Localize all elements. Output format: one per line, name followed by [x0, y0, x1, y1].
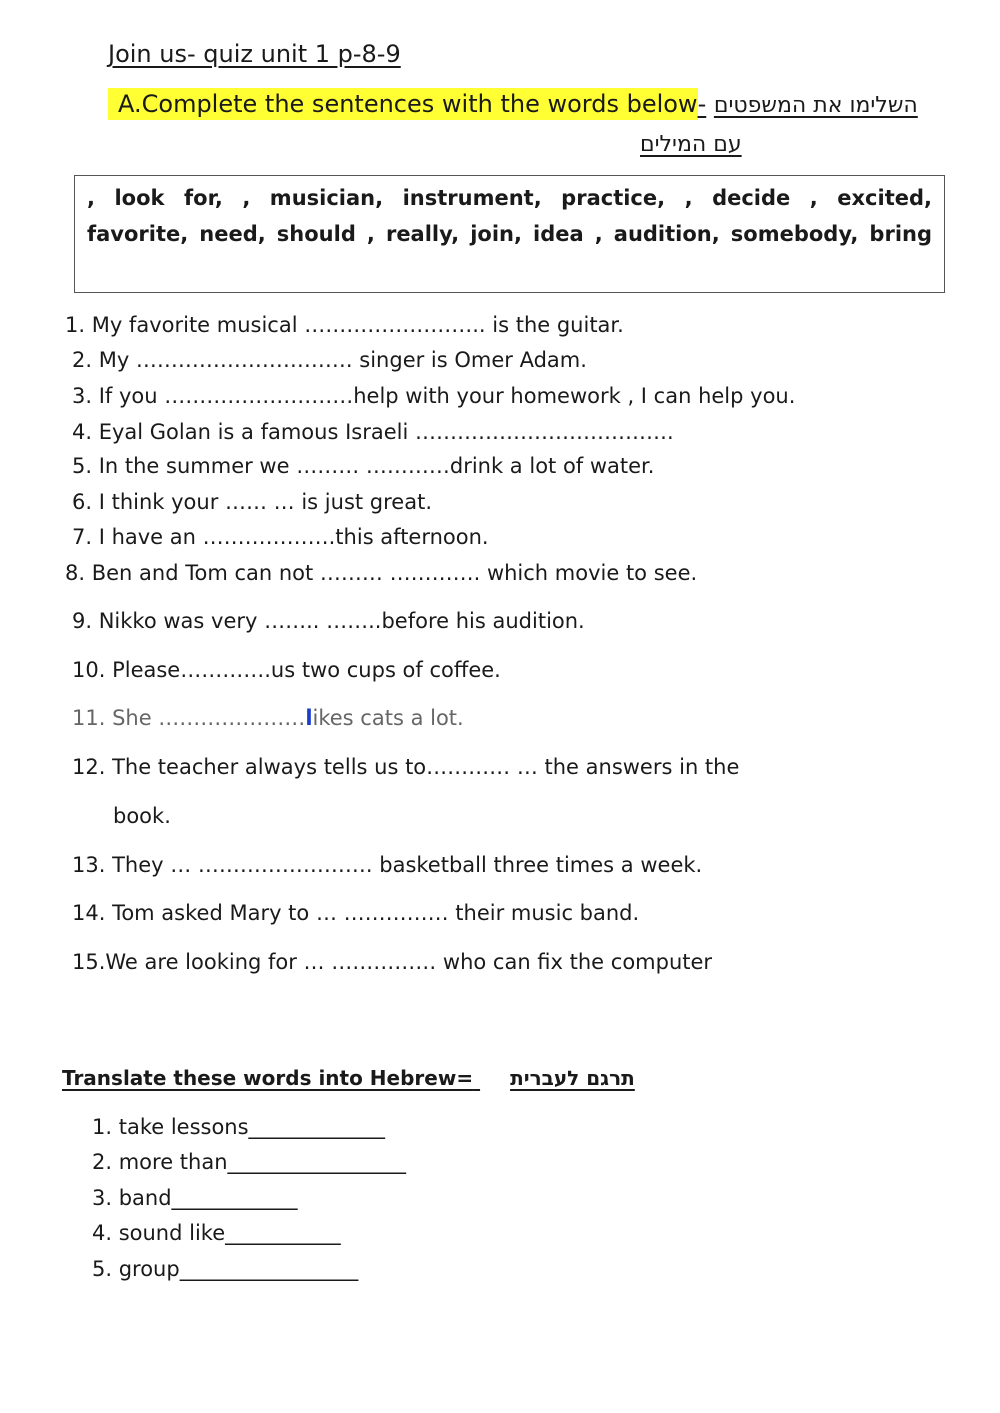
question-10: 10. Please………….us two cups of coffee. [72, 658, 501, 682]
translate-item-1: 1. take lessons_____________ [92, 1115, 386, 1139]
text-cursor: l [305, 706, 313, 730]
question-7: 7. I have an ……………….this afternoon. [72, 525, 489, 549]
translate-item-3: 3. band____________ [92, 1186, 298, 1210]
question-12: 12. The teacher always tells us to………… … the answers in the [72, 755, 740, 779]
question-15: 15.We are looking for … …………… who can fix the computer [72, 950, 713, 974]
translate-item-4: 4. sound like___________ [92, 1221, 341, 1245]
question-3: 3. If you ………………………help with your homework , I can help you. [72, 384, 796, 408]
section-a-heading [108, 90, 918, 118]
translate-item-5: 5. group_________________ [92, 1257, 359, 1281]
question-12-continued: book. [113, 804, 171, 828]
question-11 [72, 706, 464, 730]
word-bank-line-1: , look for, , musician, instrument, practice, , decide , excited, [87, 186, 932, 210]
question-2: 2. My …………………………. singer is Omer Adam. [72, 348, 587, 372]
question-1: 1. My favorite musical …………………….. is the guitar. [65, 313, 624, 337]
question-13: 13. They … ……………………. basketball three times a week. [72, 853, 703, 877]
question-4: 4. Eyal Golan is a famous Israeli ………………………………. [72, 420, 674, 444]
question-8: 8. Ben and Tom can not ……… …………. which movie to see. [65, 561, 698, 585]
question-11-text: 11. She ………………… [72, 706, 306, 730]
translate-title: Translate these words into Hebrew= [62, 1066, 474, 1090]
translate-hebrew: תרגם לעברית [510, 1066, 635, 1090]
question-14: 14. Tom asked Mary to … …………… their music band. [72, 901, 640, 925]
question-5: 5. In the summer we ……… …………drink a lot of water. [72, 454, 655, 478]
question-9: 9. Nikko was very …….. ……..before his audition. [72, 609, 585, 633]
translate-heading [62, 1066, 635, 1090]
section-a-dash: - [697, 90, 707, 118]
word-bank-box [74, 175, 945, 293]
page-title: Join us- quiz unit 1 p-8-9 [108, 40, 401, 68]
section-a-hebrew-2: עם המילים [640, 132, 742, 157]
question-6: 6. I think your …… … is just great. [72, 490, 432, 514]
section-a-hebrew-1: השלימו את המשפטים [713, 93, 918, 118]
question-11-rest: ikes cats a lot. [312, 706, 464, 730]
section-a-label: A.Complete the sentences with the words below [108, 88, 698, 120]
translate-item-2: 2. more than_________________ [92, 1150, 407, 1174]
word-bank-line-2: favorite, need, should , really, join, idea , audition, somebody, bring [87, 222, 932, 246]
